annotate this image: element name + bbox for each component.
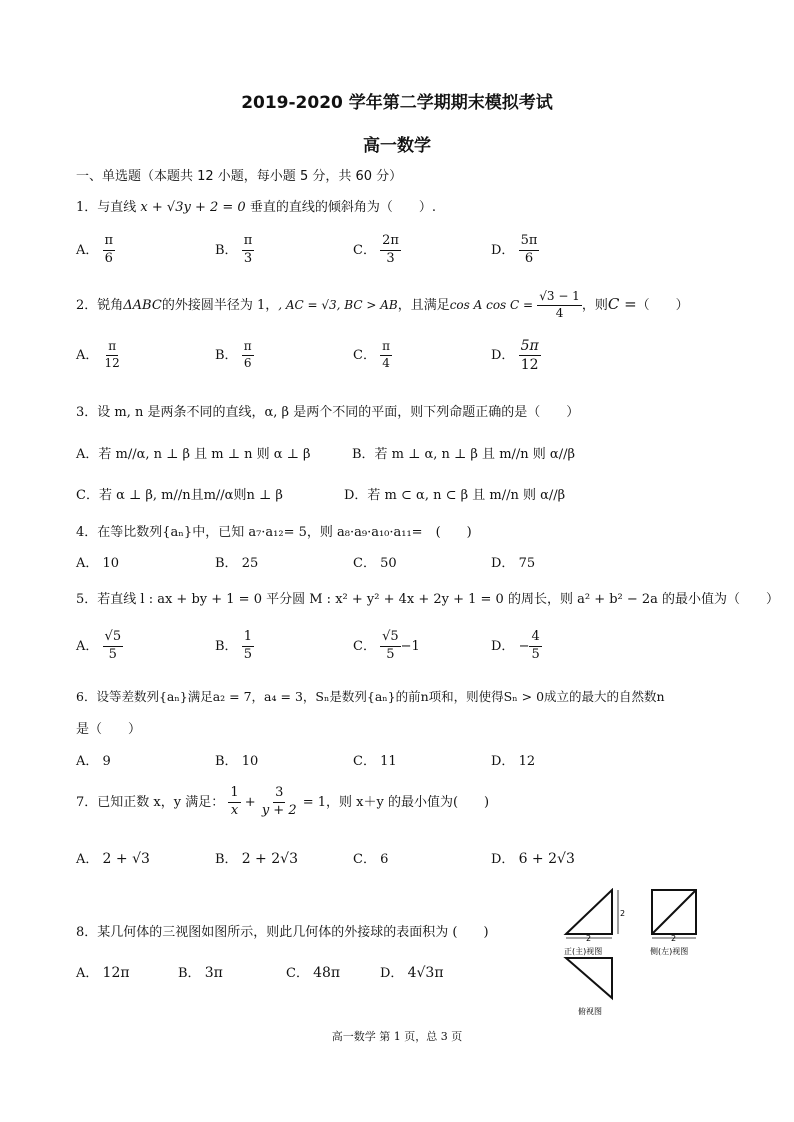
front-view-label: 正(主)视图 xyxy=(564,947,603,956)
minus-sign: − xyxy=(518,638,530,654)
three-view-figure xyxy=(560,888,740,1018)
denominator: 6 xyxy=(104,250,113,266)
top-view-label: 俯视图 xyxy=(578,1007,602,1016)
numerator: 2π xyxy=(380,234,401,251)
option-label: D． xyxy=(491,638,515,654)
q8-option-a[interactable] xyxy=(76,962,130,981)
q8-option-c[interactable] xyxy=(286,962,340,981)
option-label: D． xyxy=(380,966,404,981)
numerator: 5π xyxy=(519,234,540,251)
q1-option-a[interactable] xyxy=(76,234,115,267)
fraction xyxy=(242,630,254,663)
numerator: √5 xyxy=(103,630,124,647)
fraction xyxy=(260,786,299,819)
q6-option-a[interactable] xyxy=(76,750,111,769)
top-view-triangle xyxy=(566,958,612,998)
q5-option-d[interactable] xyxy=(491,630,542,663)
option-label: D． xyxy=(491,242,515,258)
option-value: 12 xyxy=(518,754,536,769)
option-value: 10 xyxy=(241,754,259,769)
denominator: 3 xyxy=(243,250,253,266)
plus-sign: + xyxy=(244,794,256,810)
option-value: 50 xyxy=(380,556,397,571)
denominator: 4 xyxy=(382,355,390,370)
fraction xyxy=(529,630,541,663)
side-width-dimension: 2 xyxy=(671,934,677,943)
fraction xyxy=(228,786,240,819)
denominator: 12 xyxy=(520,357,539,374)
exam-title: 2019-2020 学年第二学期期末模拟考试 xyxy=(241,93,553,113)
option-label: A． xyxy=(76,638,99,654)
denominator: 12 xyxy=(104,355,120,370)
q2-option-c[interactable] xyxy=(353,340,392,371)
q2-option-b[interactable] xyxy=(215,340,254,371)
denominator: 6 xyxy=(243,355,252,370)
denominator: 4 xyxy=(555,305,564,320)
option-value: 4√3π xyxy=(407,965,444,981)
q5-option-c[interactable] xyxy=(353,630,420,663)
q3-option-a[interactable]: A．若 m//α, n ⊥ β 且 m ⊥ n 则 α ⊥ β xyxy=(76,447,311,462)
side-view xyxy=(652,890,696,934)
q4-option-a[interactable] xyxy=(76,552,119,571)
option-label: A． xyxy=(76,242,99,258)
question-6-stem: 6．设等差数列{aₙ}满足a₂ = 7，a₄ = 3，Sₙ是数列{aₙ}的前n项和，则使得Sₙ > 0成立的最大的自然数n xyxy=(76,689,665,704)
q7-option-b[interactable] xyxy=(215,848,298,867)
denominator: 5 xyxy=(531,646,540,662)
q1-option-b[interactable] xyxy=(215,234,254,267)
q1-stem-prefix: 1．与直线 xyxy=(76,200,137,215)
option-label: C． xyxy=(353,754,376,769)
q2-cos-expr: cos A cos C = xyxy=(449,297,534,312)
q2-option-a[interactable] xyxy=(76,340,122,371)
q2-triangle: ΔABC xyxy=(123,297,162,313)
fraction xyxy=(103,234,116,267)
denominator: 5 xyxy=(386,646,395,662)
q4-option-d[interactable] xyxy=(491,552,535,571)
section-heading: 一、单选题（本题共 12 小题，每小题 5 分，共 60 分） xyxy=(76,169,403,184)
numerator: 1 xyxy=(228,786,240,803)
denominator: y + 2 xyxy=(261,802,297,818)
option-label: D． xyxy=(491,754,515,769)
option-label: A． xyxy=(76,966,99,981)
option-label: D． xyxy=(491,348,515,364)
fraction xyxy=(519,234,540,267)
height-dimension: 2 xyxy=(620,909,626,918)
option-value: 25 xyxy=(241,556,259,571)
q3-option-c[interactable]: C．若 α ⊥ β, m//n且m//α则n ⊥ β xyxy=(76,488,283,503)
numerator: π xyxy=(106,340,118,356)
option-label: B． xyxy=(178,966,201,981)
option-label: A． xyxy=(76,347,99,363)
q8-option-d[interactable] xyxy=(380,962,444,981)
q2-answer-bracket: （ ） xyxy=(636,297,689,313)
option-label: A． xyxy=(76,852,99,867)
option-label: C． xyxy=(353,852,376,867)
fraction xyxy=(519,338,541,373)
question-3-stem: 3．设 m, n 是两条不同的直线，α, β 是两个不同的平面，则下列命题正确的是（ ） xyxy=(76,405,580,420)
option-value: 6 + 2√3 xyxy=(518,851,575,867)
option-label: A． xyxy=(76,754,99,769)
page-footer: 高一数学 第 1 页，总 3 页 xyxy=(331,1030,463,1043)
option-value: 48π xyxy=(313,965,341,981)
question-2-stem xyxy=(76,290,689,321)
numerator: 5π xyxy=(519,338,541,356)
q1-option-d[interactable] xyxy=(491,234,539,267)
q7-stem-suffix: = 1，则 x＋y 的最小值为( ) xyxy=(302,794,490,810)
fraction xyxy=(380,234,401,267)
q1-stem-suffix: 垂直的直线的倾斜角为（ ）. xyxy=(249,200,436,215)
numerator: π xyxy=(380,340,392,356)
side-view-diagonal xyxy=(652,890,696,934)
option-label: B． xyxy=(215,852,238,867)
option-value: 6 xyxy=(380,852,389,867)
front-view-triangle xyxy=(566,890,612,934)
option-value: 2 + 2√3 xyxy=(241,851,298,867)
q2-option-d[interactable] xyxy=(491,338,541,373)
numerator: 1 xyxy=(242,630,254,647)
q1-equation: x + √3y + 2 = 0 xyxy=(140,200,246,215)
option-label: B． xyxy=(215,754,238,769)
denominator: 5 xyxy=(243,646,252,662)
option-value: 75 xyxy=(518,556,536,571)
front-view xyxy=(566,890,612,934)
q6-option-c[interactable] xyxy=(353,750,397,769)
option-label: D． xyxy=(491,556,515,571)
option-label: B． xyxy=(215,242,238,258)
q3-option-b[interactable]: B．若 m ⊥ α, n ⊥ β 且 m//n 则 α//β xyxy=(352,447,575,462)
numerator: 3 xyxy=(273,786,285,803)
q3-option-d[interactable]: D．若 m ⊂ α, n ⊂ β 且 m//n 则 α//β xyxy=(344,488,566,503)
numerator: 4 xyxy=(529,630,541,647)
q2-stem-mid: 的外接圆半径为 1， xyxy=(161,297,279,313)
question-6-stem-cont: 是（ ） xyxy=(76,722,142,737)
q2-stem-prefix: 2．锐角 xyxy=(76,297,124,313)
option-label: C． xyxy=(353,556,376,571)
subject-title: 高一数学 xyxy=(363,136,431,156)
q7-stem-prefix: 7．已知正数 x，y 满足： xyxy=(76,794,225,810)
q7-option-c[interactable] xyxy=(353,848,388,867)
option-label: B． xyxy=(215,638,238,654)
numerator: π xyxy=(242,340,254,356)
question-5-stem: 5．若直线 l : ax + by + 1 = 0 平分圆 M : x² + y² + 4x + 2y + 1 = 0 的周长，则 a² + b² − 2a 的最小值为（ ） xyxy=(76,592,780,607)
q5-option-b[interactable] xyxy=(215,630,254,663)
numerator: π xyxy=(103,234,116,251)
fraction xyxy=(380,630,401,663)
numerator: √5 xyxy=(380,630,401,647)
width-dimension: 2 xyxy=(586,934,592,943)
fraction xyxy=(242,340,254,371)
option-value: 12π xyxy=(102,965,130,981)
denominator: 3 xyxy=(386,250,395,266)
option-label: D． xyxy=(491,852,515,867)
option-label: B． xyxy=(215,556,238,571)
option-label: C． xyxy=(286,966,309,981)
q8-option-b[interactable] xyxy=(178,962,223,981)
option-value: 11 xyxy=(380,754,397,769)
q7-option-a[interactable] xyxy=(76,848,150,867)
q4-option-b[interactable] xyxy=(215,552,258,571)
question-1-stem xyxy=(76,196,436,215)
denominator: 5 xyxy=(108,646,117,662)
side-view-label: 侧(左)视图 xyxy=(650,947,689,956)
denominator: x xyxy=(230,802,239,818)
q2-c-expr: C = xyxy=(607,294,637,313)
option-value: 9 xyxy=(102,754,111,769)
option-value: 10 xyxy=(102,556,120,571)
question-7-stem xyxy=(76,786,489,819)
fraction xyxy=(103,630,124,663)
option-value: 2 + √3 xyxy=(102,851,150,867)
fraction xyxy=(380,340,392,371)
option-label: C． xyxy=(353,638,376,654)
option-label: C． xyxy=(353,347,376,363)
q7-option-d[interactable] xyxy=(491,848,575,867)
option-value: 3π xyxy=(204,965,223,981)
q5-option-a[interactable] xyxy=(76,630,123,663)
fraction xyxy=(242,234,255,267)
numerator: √3 − 1 xyxy=(537,290,582,306)
q6-option-b[interactable] xyxy=(215,750,258,769)
q6-option-d[interactable] xyxy=(491,750,535,769)
option-tail: −1 xyxy=(400,638,420,654)
q2-condition: , AC = √3, BC > AB xyxy=(278,297,398,312)
q1-option-c[interactable] xyxy=(353,234,401,267)
fraction xyxy=(103,340,122,371)
question-4-stem: 4．在等比数列{aₙ}中，已知 a₇·a₁₂= 5，则 a₈·a₉·a₁₀·a₁₁= ( ) xyxy=(76,525,472,540)
fraction xyxy=(537,290,582,321)
q4-option-c[interactable] xyxy=(353,552,397,571)
denominator: 6 xyxy=(524,250,534,266)
option-label: C． xyxy=(353,242,376,258)
top-view xyxy=(566,958,612,998)
option-label: B． xyxy=(215,347,238,363)
q2-stem-then: ，则 xyxy=(581,297,608,313)
numerator: π xyxy=(242,234,255,251)
question-8-stem: 8．某几何体的三视图如图所示，则此几何体的外接球的表面积为 ( ) xyxy=(76,925,489,940)
q2-stem-and: ，且满足 xyxy=(397,297,450,313)
option-label: A． xyxy=(76,556,99,571)
